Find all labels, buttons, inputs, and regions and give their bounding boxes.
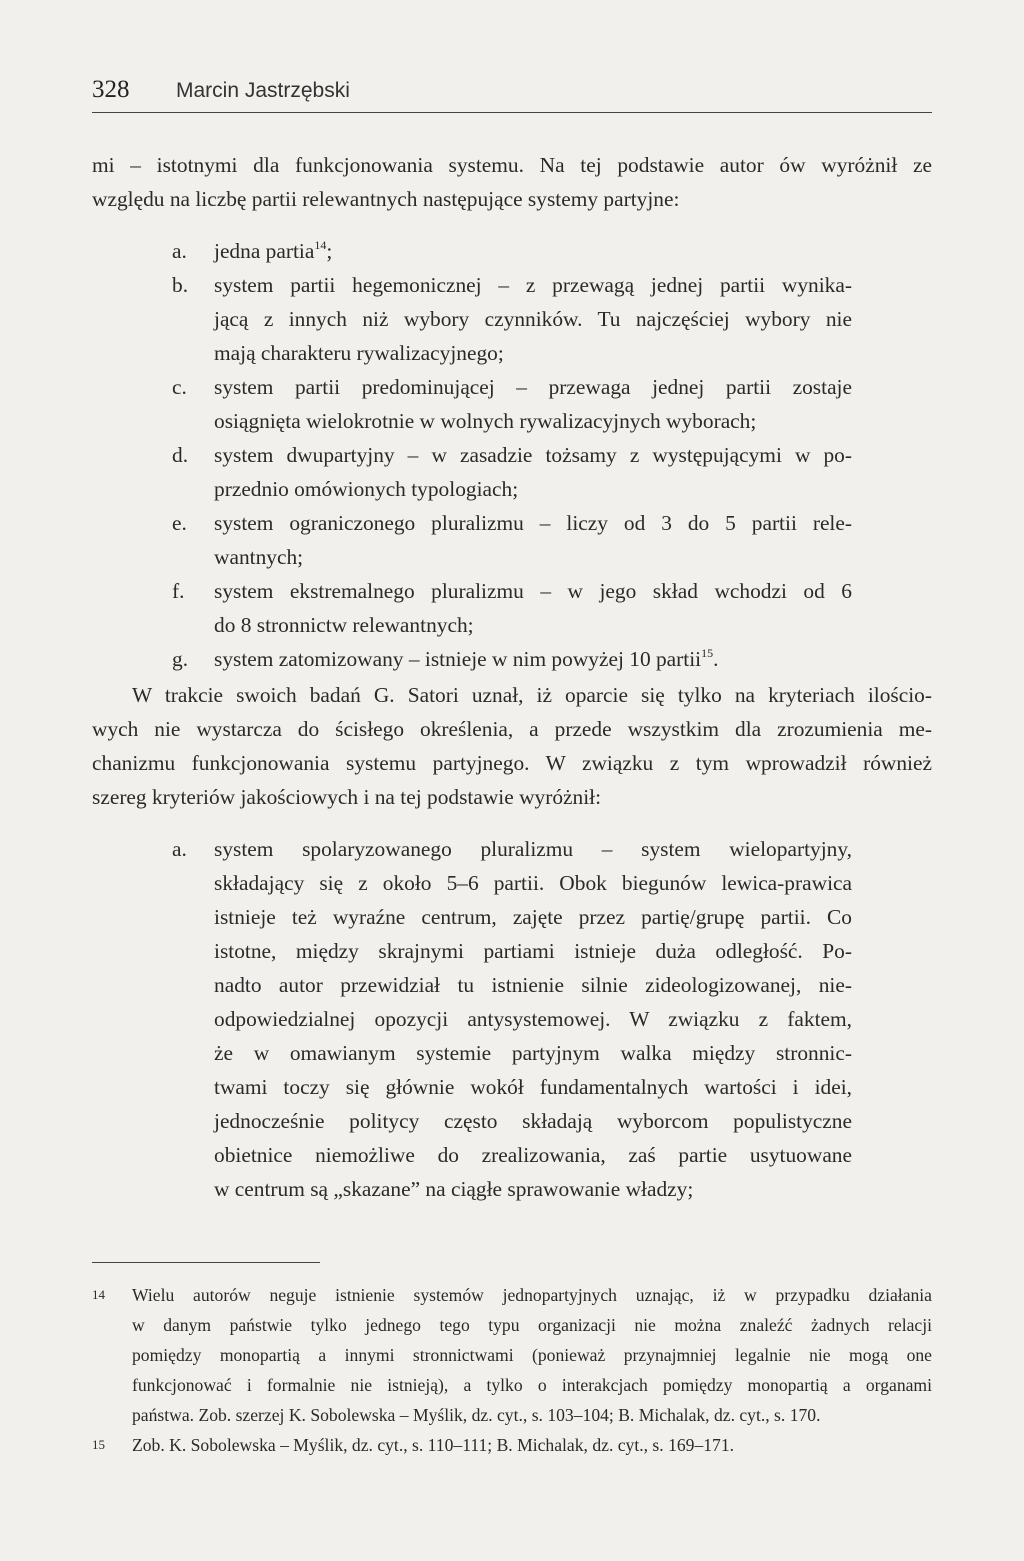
running-header	[92, 76, 932, 113]
text-line: system ekstremalnego pluralizmu – w jego skład wchodzi od 6	[214, 579, 852, 603]
text-line: system ograniczonego pluralizmu – liczy od 3 do 5 partii rele-	[214, 511, 852, 535]
text-line: w centrum są „skazane” na ciągłe sprawowanie władzy;	[214, 1177, 694, 1201]
text-line: w danym państwie tylko jednego tego typu organizacji nie można znaleźć żadnych relacji	[132, 1315, 932, 1335]
list-item	[172, 370, 852, 438]
footnote-number: 14	[92, 1287, 105, 1302]
text-line: Zob. K. Sobolewska – Myślik, dz. cyt., s. 110–111; B. Michalak, dz. cyt., s. 169–171.	[132, 1435, 735, 1455]
footnote-15	[92, 1430, 932, 1460]
text-fragment: .	[713, 647, 719, 671]
list-marker: f.	[172, 579, 185, 603]
text-line: mi – istotnymi dla funkcjonowania systemu. Na tej podstawie autor ów wyróżnił ze	[92, 153, 932, 177]
intro-paragraph	[92, 148, 932, 216]
text-line: system partii predominującej – przewaga jednej partii zostaje	[214, 375, 852, 399]
text-line: obietnice niemożliwe do zrealizowania, zaś partie usytuowane	[214, 1143, 852, 1167]
text-line: twami toczy się głównie wokół fundamentalnych wartości i idei,	[214, 1075, 852, 1099]
text-line: że w omawianym systemie partyjnym walka między stronnic-	[214, 1041, 852, 1065]
text-line: pomiędzy monopartią a innymi stronnictwami (ponieważ przynajmniej legalnie nie mogą one	[132, 1345, 932, 1365]
second-paragraph	[92, 678, 932, 814]
text-line: istnieje też wyraźne centrum, zajęte przez partię/grupę partii. Co	[214, 905, 852, 929]
text-line: chanizmu funkcjonowania systemu partyjnego. W związku z tym wprowadził również	[92, 751, 932, 775]
list-item	[172, 438, 852, 506]
list-marker: a.	[172, 837, 187, 861]
text-line: do 8 stronnictw relewantnych;	[214, 613, 474, 637]
text-line: jednocześnie politycy często składają wyborcom populistyczne	[214, 1109, 852, 1133]
text-line: składający się z około 5–6 partii. Obok biegunów lewica-prawica	[214, 871, 852, 895]
list-item	[172, 642, 852, 676]
text-line: szereg kryteriów jakościowych i na tej podstawie wyróżnił:	[92, 785, 602, 809]
text-line: system spolaryzowanego pluralizmu – system wielopartyjny,	[214, 837, 852, 861]
text-line: system partii hegemonicznej – z przewagą jednej partii wynika-	[214, 273, 852, 297]
text-line	[214, 234, 852, 268]
list-item	[172, 832, 852, 1206]
text-fragment: jedna partia	[214, 239, 315, 263]
list-marker: b.	[172, 273, 189, 297]
list-marker: a.	[172, 239, 187, 263]
list-marker: e.	[172, 511, 187, 535]
text-line: względu na liczbę partii relewantnych następujące systemy partyjne:	[92, 187, 680, 211]
text-line: przednio omówionych typologiach;	[214, 477, 519, 501]
text-line	[214, 642, 852, 676]
footnotes	[92, 1280, 932, 1460]
text-line: W trakcie swoich badań G. Satori uznał, iż oparcie się tylko na kryteriach ilościo-	[132, 683, 932, 707]
text-fragment: system zatomizowany – istnieje w nim powyżej 10 partii	[214, 647, 702, 671]
text-line: odpowiedzialnej opozycji antysystemowej. W związku z faktem,	[214, 1007, 852, 1031]
list-item	[172, 268, 852, 370]
quantitative-typology-list	[172, 234, 852, 676]
footnote-separator	[92, 1262, 320, 1263]
text-line: nadto autor przewidział tu istnienie silnie zideologizowanej, nie-	[214, 973, 852, 997]
list-item	[172, 574, 852, 642]
text-line: jącą z innych niż wybory czynników. Tu najczęściej wybory nie	[214, 307, 852, 331]
footnote-ref-15[interactable]: 15	[701, 646, 714, 660]
qualitative-typology-list	[172, 832, 852, 1206]
text-line: istotne, między skrajnymi partiami istnieje duża odległość. Po-	[214, 939, 852, 963]
text-line: państwa. Zob. szerzej K. Sobolewska – Myślik, dz. cyt., s. 103–104; B. Michalak, dz. cyt., s. 170.	[132, 1405, 821, 1425]
footnote-ref-14[interactable]: 14	[314, 238, 327, 252]
text-line: wych nie wystarcza do ścisłego określenia, a przede wszystkim dla zrozumienia me-	[92, 717, 932, 741]
text-line: wantnych;	[214, 545, 304, 569]
text-line: funkcjonować i formalnie nie istnieją), a tylko o interakcjach pomiędzy monopartią a organami	[132, 1375, 932, 1395]
text-fragment: ;	[326, 239, 333, 263]
list-item	[172, 234, 852, 268]
list-marker: g.	[172, 647, 189, 671]
footnote-14	[92, 1280, 932, 1430]
list-marker: c.	[172, 375, 187, 399]
list-marker: d.	[172, 443, 189, 467]
running-header-author: Marcin Jastrzębski	[176, 79, 350, 102]
list-item	[172, 506, 852, 574]
footnote-number: 15	[92, 1437, 105, 1452]
page-number: 328	[92, 76, 130, 103]
text-line: system dwupartyjny – w zasadzie tożsamy z występującymi w po-	[214, 443, 852, 467]
text-line: mają charakteru rywalizacyjnego;	[214, 341, 504, 365]
text-line: osiągnięta wielokrotnie w wolnych rywalizacyjnych wyborach;	[214, 409, 757, 433]
text-line: Wielu autorów neguje istnienie systemów jednopartyjnych uznając, iż w przypadku działania	[132, 1285, 932, 1305]
